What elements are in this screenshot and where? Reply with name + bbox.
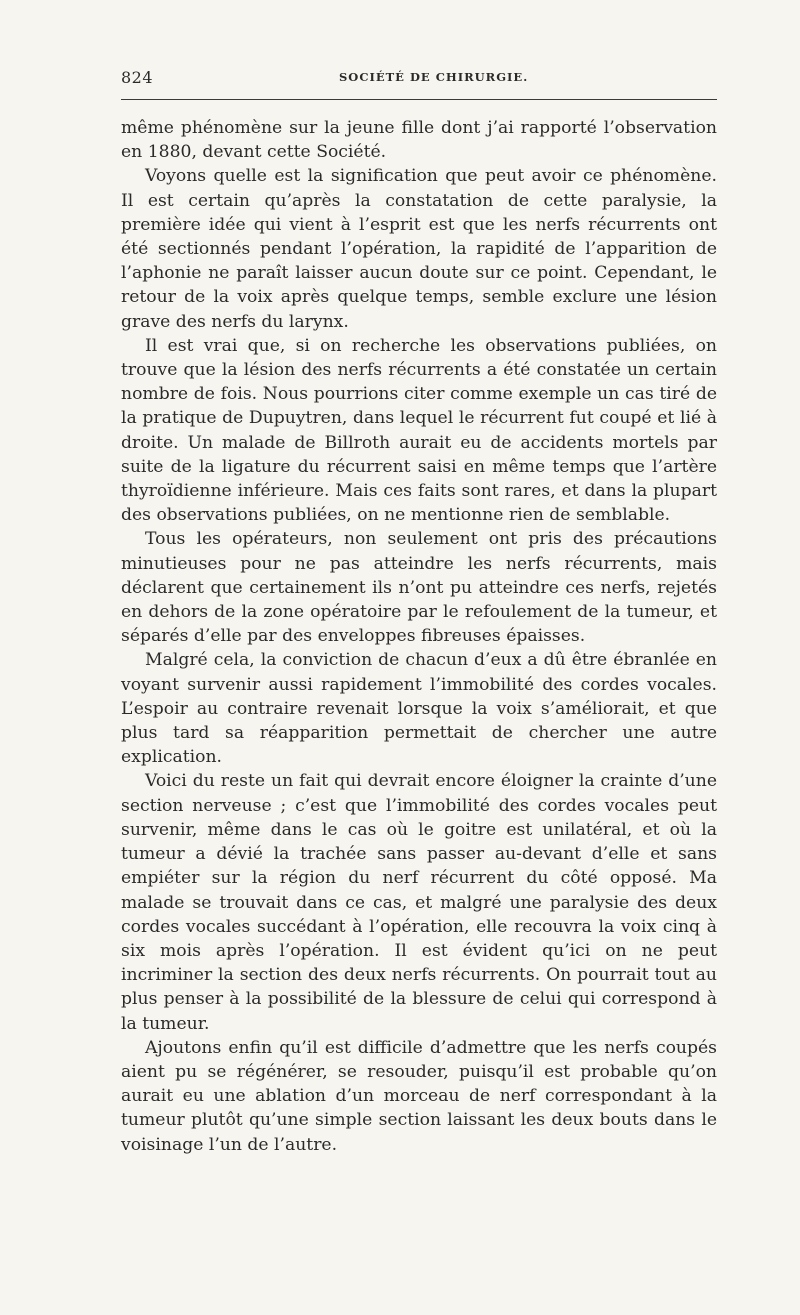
body-text bbox=[121, 116, 717, 1157]
running-head: SOCIÉTÉ DE CHIRURGIE. bbox=[339, 70, 529, 84]
page-header bbox=[121, 62, 717, 92]
header-rule bbox=[121, 99, 717, 100]
paragraph-2: Voyons quelle est la signification que peut avoir ce phénomène. Il est certain qu’après la constatation de cette paralysie, la première idée qui vient à l’esprit est que les nerfs récurrents ont été sectionnés pendant l’opération, la rapidité de l’apparition de l’aphonie ne paraît laisser aucun doute sur ce point. Cependant, le retour de la voix après quelque temps, semble exclure une lésion grave des nerfs du larynx. bbox=[121, 166, 717, 332]
paragraph-7: Ajoutons enfin qu’il est difficile d’admettre que les nerfs coupés aient pu se régénérer, se resouder, puisqu’il est probable qu’on aurait eu une ablation d’un morceau de nerf correspondant à la tumeur plutôt qu’une simple section laissant les deux bouts dans le voisinage l’un de l’autre. bbox=[121, 1037, 717, 1155]
page-number: 824 bbox=[121, 68, 154, 87]
paragraph-5: Malgré cela, la conviction de chacun d’eux a dû être ébranlée en voyant survenir aussi rapidement l’immobilité des cordes vocales. L’espoir au contraire revenait lorsque la voix s’améliorait, et que plus tard sa réapparition permettait de chercher une autre explication. bbox=[121, 650, 717, 768]
paragraph-6: Voici du reste un fait qui devrait encore éloigner la crainte d’une section nerveuse ; c’est que l’immobilité des cordes vocales peut survenir, même dans le cas où le goitre est unilatéral, et où la tumeur a dévié la trachée sans passer au-devant d’elle et sans empiéter sur la région du nerf récurrent du côté opposé. Ma malade se trouvait dans ce cas, et malgré une paralysie des deux cordes vocales succédant à l’opération, elle recouvra la voix cinq à six mois après l’opération. Il est évident qu’ici on ne peut incriminer la section des deux nerfs récurrents. On pourrait tout au plus penser à la possibilité de la blessure de celui qui correspond à la tumeur. bbox=[121, 771, 717, 1034]
document-page bbox=[121, 62, 717, 1155]
paragraph-1: même phénomène sur la jeune fille dont j’ai rapporté l’observation en 1880, devant cette Société. bbox=[121, 118, 717, 163]
paragraph-3: Il est vrai que, si on recherche les observations publiées, on trouve que la lésion des nerfs récurrents a été constatée un certain nombre de fois. Nous pourrions citer comme exemple un cas tiré de la pratique de Dupuytren, dans lequel le récurrent fut coupé et lié à droite. Un malade de Billroth aurait eu de accidents mortels par suite de la ligature du récurrent saisi en même temps que l’artère thyroïdienne inférieure. Mais ces faits sont rares, et dans la plupart des observations publiées, on ne mentionne rien de semblable. bbox=[121, 335, 717, 526]
paragraph-4: Tous les opérateurs, non seulement ont pris des précautions minutieuses pour ne pas atteindre les nerfs récurrents, mais déclarent que certainement ils n’ont pu atteindre ces nerfs, rejetés en dehors de la zone opératoire par le refoulement de la tumeur, et séparés d’elle par des enveloppes fibreuses épaisses. bbox=[121, 529, 717, 647]
